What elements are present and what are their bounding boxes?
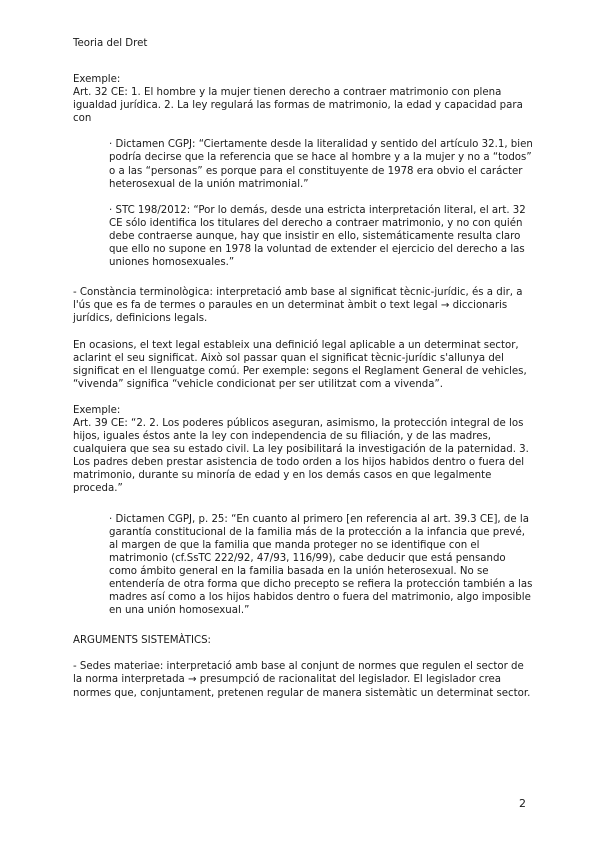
paragraph-constancia-terminologica: - Constància terminològica: interpretació amb base al significat tècnic-jurídic, és a dir, a l'ús que es fa de termes o paraules en un determinat àmbit o text legal → diccionaris jurídics, definicions legals.: [73, 287, 523, 325]
quote-dictamen-cgpj-2: · Dictamen CGPJ, p. 25: “En cuanto al primero [en referencia al art. 39.3 CE], de la garantía constitucional de la familia más de la protección a la infancia que prevé, al margen de que la familia que manda proteger no se identifique con el matrimonio (cf.SsTC 222/92, 47/93, 116/99), cabe deducir que está pensando como ámbito general en la familia basada en la unión heterosexual. No se entendería de otra forma que dicho precepto se refiera la protección también a las madres así como a los hijos habidos dentro o fuera del matrimonio, algo imposible en una unión homosexual.”: [109, 513, 533, 617]
quote-stc-198-2012: · STC 198/2012: “Por lo demás, desde una estricta interpretación literal, el art. 32 CE sólo identifica los titulares del derecho a contraer matrimonio, y no con quién debe contraerse aunque, hay que insistir en ello, sistemáticamente resulta claro que ello no supone en 1978 la voluntad de extender el ejercicio del derecho a las uniones homosexuales.”: [109, 204, 526, 269]
quote-dictamen-cgpj-1: · Dictamen CGPJ: “Ciertamente desde la literalidad y sentido del artículo 32.1, bien podría decirse que la referencia que se hace al hombre y a la mujer y no a “todos” o a las “personas” es porque para el constituyente de 1978 era obvio el carácter heterosexual de la unión matrimonial.”: [109, 139, 533, 190]
article-39-text: Art. 39 CE: “2. 2. Los poderes públicos aseguran, asimismo, la protección integral de los hijos, iguales éstos ante la ley con independencia de su filiación, y de las madres, cualquiera que sea su estado civil. La ley posibilitará la investigación de la paternidad. 3. Los padres deben prestar asistencia de todo orden a los hijos habidos dentro o fuera del matrimonio, durante su minoría de edad y en los demás casos en que legalmente proceda.”: [73, 417, 529, 495]
page-number: 2: [519, 797, 526, 810]
page-content: [73, 73, 533, 700]
paragraph-definicio-legal: En ocasions, el text legal estableix una definició legal aplicable a un determinat sector, aclarint el seu significat. Això sol passar quan el significat tècnic-jurídic s'allunya del significat en el llenguatge comú. Per exemple: segons el Reglament General de vehicles, “vivenda” significa “vehicle condicionat per ser utilitzat com a vivenda”.: [73, 339, 527, 390]
page-header-title: Teoria del Dret: [73, 38, 148, 49]
example-label-2: Exemple:: [73, 404, 121, 416]
section-heading-arguments-sistematics: ARGUMENTS SISTEMÀTICS:: [73, 635, 211, 647]
article-32-text: Art. 32 CE: 1. El hombre y la mujer tienen derecho a contraer matrimonio con plena igualdad jurídica. 2. La ley regulará las formas de matrimonio, la edad y capacidad para con: [73, 87, 523, 125]
paragraph-sedes-materiae: - Sedes materiae: interpretació amb base al conjunt de normes que regulen el sector de la norma interpretada → presumpció de racionalitat del legislador. El legislador crea normes que, conjuntament, pretenen regular de manera sistemàtic un determinat sector.: [73, 661, 531, 699]
example-label-1: Exemple:: [73, 74, 121, 85]
